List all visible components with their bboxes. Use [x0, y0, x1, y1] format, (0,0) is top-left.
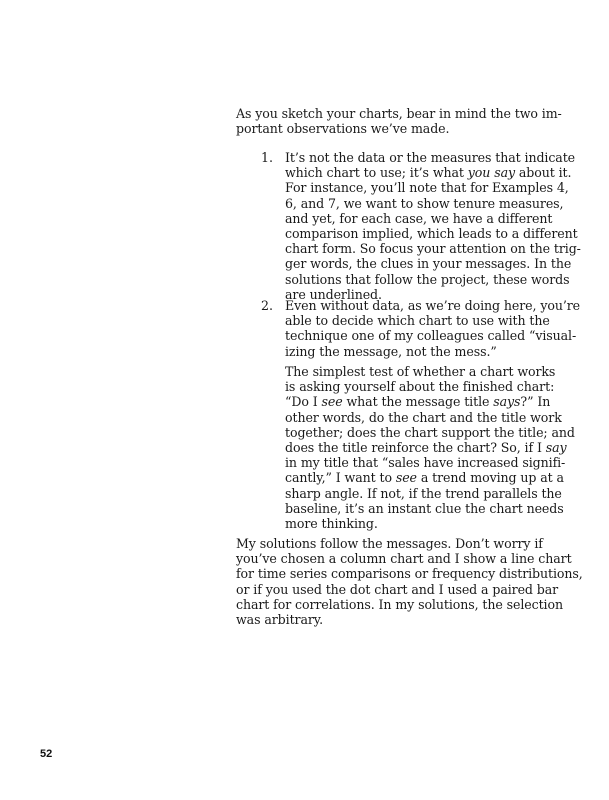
intro-paragraph [236, 106, 566, 136]
closing-paragraph [236, 536, 583, 628]
text-line: Even without data, as we’re doing here, you’re [285, 298, 581, 313]
text-line: other words, do the chart and the title work [285, 409, 562, 425]
text-line: comparison implied, which leads to a different [285, 226, 578, 242]
text-line: izing the message, not the mess.” [285, 343, 497, 359]
text-line: baseline, it’s an instant clue the chart needs [285, 500, 564, 516]
text-line: is asking yourself about the finished chart: [285, 379, 555, 395]
text-line: “Do I see what the message title says?” In [285, 394, 551, 410]
text-line: sharp angle. If not, if the trend parallels the [285, 485, 562, 501]
text-line: It’s not the data or the measures that indicate [285, 150, 576, 165]
text-line: chart form. So focus your attention on the trig- [285, 241, 581, 257]
list-number-1: 1. [261, 150, 274, 165]
emphasis-text: says [493, 394, 521, 410]
closing-line: for time series comparisons or frequency distributions, [236, 566, 583, 582]
list-item-1-body [285, 150, 581, 302]
text-line: solutions that follow the project, these words [285, 271, 570, 287]
text-line: technique one of my colleagues called “visual- [285, 328, 577, 344]
emphasis-text: see [321, 394, 343, 410]
closing-line: you’ve chosen a column chart and I show a line chart [236, 551, 572, 567]
emphasis-text: say [545, 440, 567, 456]
text-line: which chart to use; it’s what you say about it. [285, 165, 572, 181]
text-line: together; does the chart support the title; and [285, 424, 575, 440]
closing-line: or if you used the dot chart and I used a paired bar [236, 581, 559, 597]
text-line: 6, and 7, we want to show tenure measures, [285, 195, 564, 211]
text-line: ger words, the clues in your messages. In the [285, 256, 572, 272]
text-line: more thinking. [285, 516, 378, 532]
text-line: and yet, for each case, we have a different [285, 210, 553, 226]
text-line: cantly,” I want to see a trend moving up at a [285, 470, 564, 486]
list-item-2-followup-paragraph [285, 364, 575, 532]
intro-line: As you sketch your charts, bear in mind the two im- [236, 106, 562, 121]
text-line: able to decide which chart to use with the [285, 313, 550, 329]
emphasis-text: see [395, 470, 417, 486]
emphasis-text: you say [467, 165, 515, 181]
closing-line: My solutions follow the messages. Don’t worry if [236, 536, 543, 551]
list-number-2: 2. [261, 298, 274, 313]
closing-line: chart for correlations. In my solutions, the selection [236, 596, 563, 612]
list-item-2-body [285, 298, 581, 359]
text-line: The simplest test of whether a chart works [285, 364, 556, 379]
intro-line: portant observations we’ve made. [236, 121, 450, 137]
text-line: are underlined. [285, 286, 382, 302]
closing-line: was arbitrary. [236, 612, 324, 628]
page-number: 52 [40, 748, 53, 760]
text-line: in my title that “sales have increased signifi- [285, 455, 566, 471]
text-line: For instance, you’ll note that for Examples 4, [285, 180, 569, 196]
text-line: does the title reinforce the chart? So, if I say [285, 440, 567, 456]
